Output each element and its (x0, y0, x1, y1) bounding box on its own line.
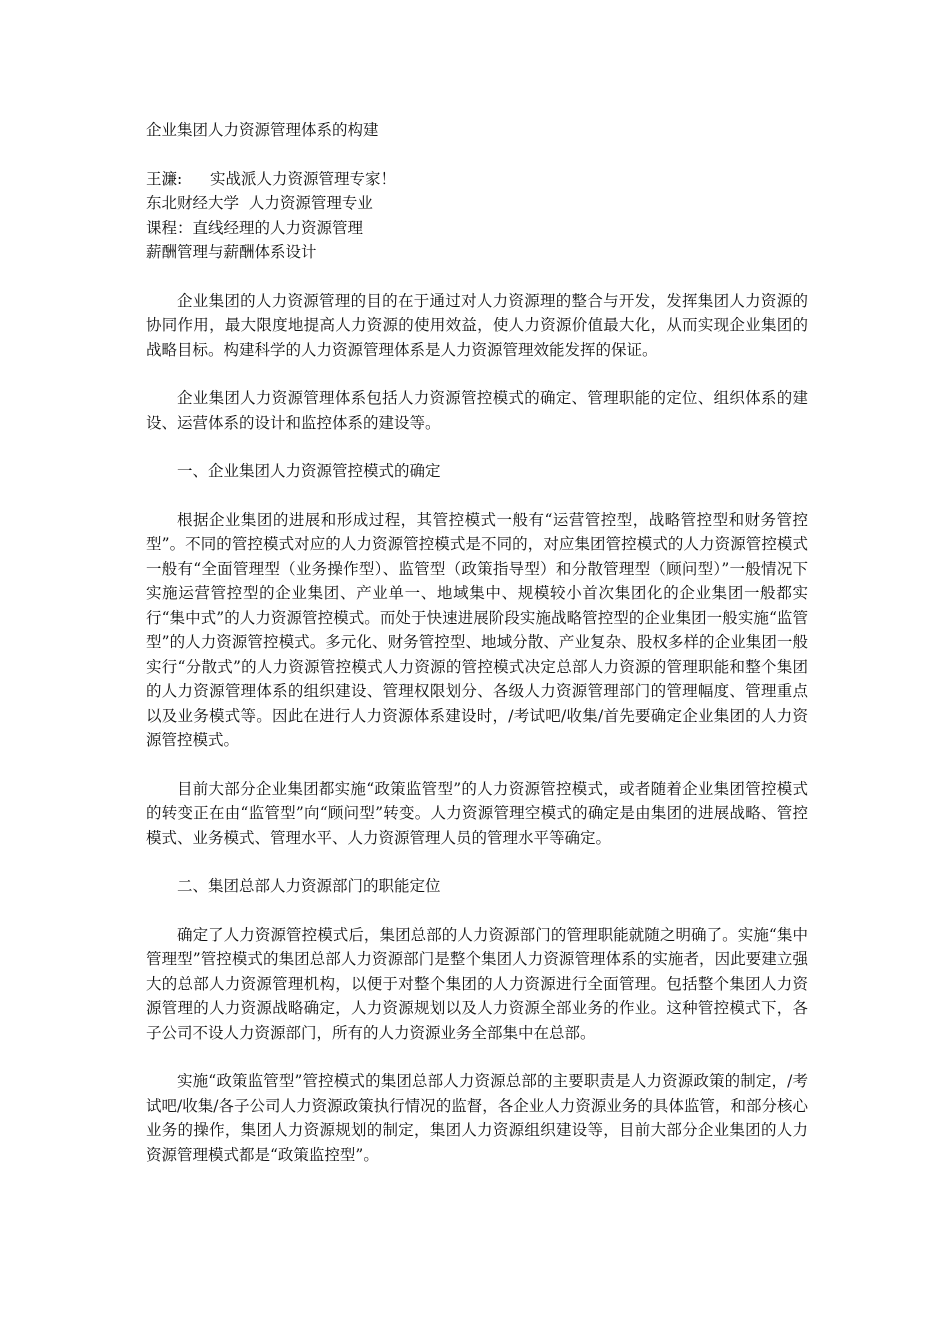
section-2-paragraph-1: 确定了人力资源管控模式后，集团总部的人力资源部门的管理职能就随之明确了。实施“集中管理型”管控模式的集团总部人力资源部门是整个集团人力资源管理体系的实施者，因此要建立强大的总部人力资源管理机构，以便于对整个集团的人力资源进行全面管理。包括整个集团人力资源管理的人力资源战略确定，人力资源规划以及人力资源全部业务的作业。这种管控模式下，各子公司不设人力资源部门，所有的人力资源业务全部集中在总部。 (146, 925, 808, 1042)
document-page (146, 118, 808, 1191)
author-course-2: 薪酬管理与薪酬体系设计 (146, 243, 317, 261)
document-title: 企业集团人力资源管理体系的构建 (146, 121, 379, 139)
author-course: 课程：直线经理的人力资源管理 (146, 218, 364, 237)
intro-paragraph-1: 企业集团的人力资源管理的目的在于通过对人力资源理的整合与开发，发挥集团人力资源的协同作用，最大限度地提高人力资源的使用效益，使人力资源价值最大化，从而实现企业集团的战略目标。构建科学的人力资源管理体系是人力资源管理效能发挥的保证。 (146, 291, 808, 359)
section-1-paragraph-2: 目前大部分企业集团都实施“政策监管型”的人力资源管控模式，或者随着企业集团管控模式的转变正在由“监管型”向“顾问型”转变。人力资源管理空模式的确定是由集团的进展战略、管控模式、业务模式、管理水平、人力资源管理人员的管理水平等确定。 (146, 779, 808, 847)
section-1-heading: 一、企业集团人力资源管控模式的确定 (177, 462, 441, 480)
section-1-paragraph-1: 根据企业集团的进展和形成过程，其管控模式一般有“运营管控型，战略管控型和财务管控型”。不同的管控模式对应的人力资源管控模式是不同的，对应集团管控模式的人力资源管控模式一般有“全面管理型（业务操作型）、监管型（政策指导型）和分散管理型（顾问型）”一般情况下实施运营管控型的企业集团、产业单一、地域集中、规模较小首次集团化的企业集团一般都实行“集中式”的人力资源管控模式。而处于快速进展阶段实施战略管控型的企业集团一般实施“监管型”的人力资源管控模式。多元化、财务管控型、地域分散、产业复杂、股权多样的企业集团一般实行“分散式”的人力资源管控模式人力资源的管控模式决定总部人力资源的管理职能和整个集团的人力资源管理体系的组织建设、管理权限划分、各级人力资源管理部门的管理幅度、管理重点以及业务模式等。因此在进行人力资源体系建设时，/考试吧/收集/首先要确定企业集团的人力资源管控模式。 (146, 510, 808, 749)
author-block (146, 167, 808, 265)
author-intro-line (146, 167, 808, 192)
author-tagline: 实战派人力资源管理专家！ (210, 169, 397, 188)
author-name: 王濂: (146, 169, 183, 188)
author-education: 东北财经大学 人力资源管理专业 (146, 194, 373, 212)
section-2-heading: 二、集团总部人力资源部门的职能定位 (177, 877, 441, 895)
intro-paragraph-2: 企业集团人力资源管理体系包括人力资源管控模式的确定、管理职能的定位、组织体系的建设、运营体系的设计和监控体系的建设等。 (146, 389, 808, 432)
section-2-paragraph-2: 实施“政策监管型”管控模式的集团总部人力资源总部的主要职责是人力资源政策的制定，/考试吧/收集/各子公司人力资源政策执行情况的监督，各企业人力资源业务的具体监管，和部分核心业务的操作，集团人力资源规划的制定，集团人力资源组织建设等，目前大部分企业集团的人力资源管理模式都是“政策监控型”。 (146, 1072, 808, 1164)
